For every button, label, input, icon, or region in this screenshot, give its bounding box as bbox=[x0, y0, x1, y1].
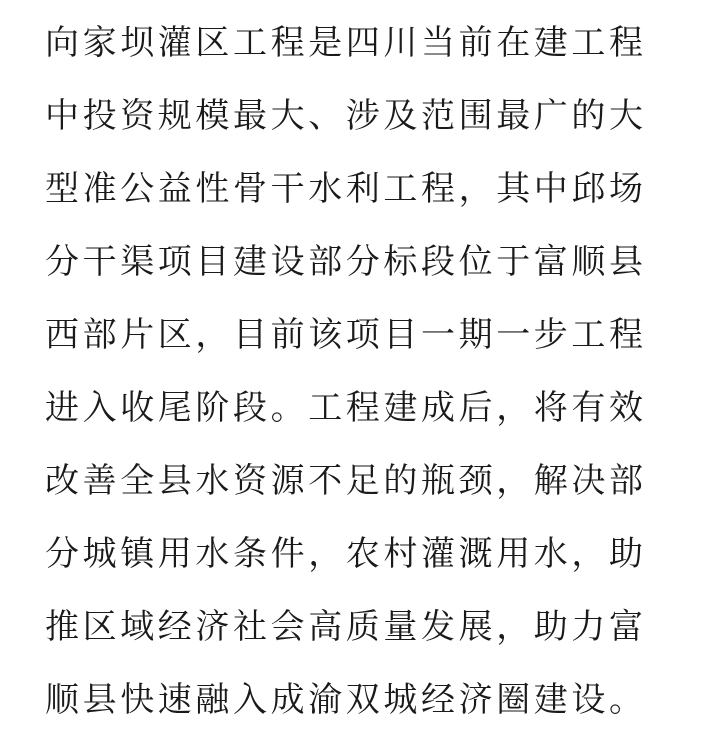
paragraph-line: 分城镇用水条件，农村灌溉用水，助 bbox=[45, 534, 647, 574]
paragraph-line: 推区域经济社会高质量发展，助力富 bbox=[45, 607, 647, 647]
paragraph-line: 西部片区，目前该项目一期一步工程 bbox=[45, 315, 647, 355]
paragraph-line: 改善全县水资源不足的瓶颈，解决部 bbox=[45, 461, 647, 501]
paragraph-line: 型准公益性骨干水利工程，其中邱场 bbox=[45, 169, 647, 209]
paragraph-line: 向家坝灌区工程是四川当前在建工程 bbox=[45, 23, 647, 63]
paragraph-line: 分干渠项目建设部分标段位于富顺县 bbox=[45, 242, 647, 282]
paragraph-line: 顺县快速融入成渝双城经济圈建设。 bbox=[45, 680, 647, 720]
paragraph-line: 进入收尾阶段。工程建成后，将有效 bbox=[45, 388, 647, 428]
paragraph-line: 中投资规模最大、涉及范围最广的大 bbox=[45, 96, 647, 136]
